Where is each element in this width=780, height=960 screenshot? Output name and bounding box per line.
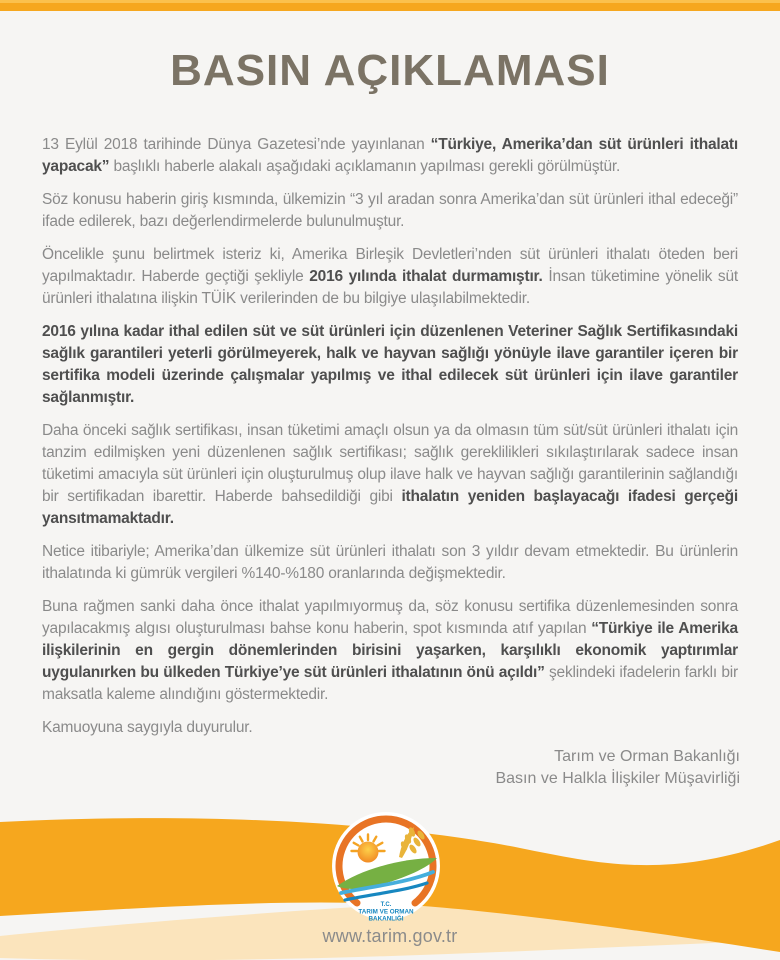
signature-ministry: Tarım ve Orman Bakanlığı [554,748,740,765]
logo-text-ministry: TARIM VE ORMAN [358,908,414,916]
top-accent-bar [0,0,780,11]
bold-text-segment: 2016 yılında ithalat durmamıştır. [309,268,543,285]
website-url: www.tarim.gov.tr [322,926,458,946]
bold-text-segment: ithalatın yeniden başlayacağı ifadesi gerçeği yansıtmamaktadır. [42,488,738,527]
text-segment: başlıklı haberle alakalı aşağıdaki açıklamanın yapılması gerekli görülmüştür. [109,158,621,175]
text-segment: Öncelikle şunu belirtmek isteriz ki, Amerika Birleşik Devletleri’nden süt ürünleri ithalatı öteden beri yapılmaktadır. Haberde geçtiği şekliyle [42,246,738,285]
text-segment: şeklindeki ifadelerin farklı bir maksatla kaleme alındığını göstermektedir. [42,664,738,703]
press-release-body [42,134,738,750]
signature-department: Basın ve Halkla İlişkiler Müşavirliği [495,770,740,787]
page-title: BASIN AÇIKLAMASI [170,46,610,95]
bold-text-segment: “Türkiye, Amerika’dan süt ürünleri ithalatı yapacak” [42,136,738,175]
text-segment: Kamuoyuna saygıyla duyurulur. [42,719,253,736]
text-segment: 13 Eylül 2018 tarihinde Dünya Gazetesi’nde yayınlanan [42,136,431,153]
bold-text-segment: 2016 yılına kadar ithal edilen süt ve süt ürünleri için düzenlenen Veteriner Sağlık Sertifikasındaki sağlık garantileri yeterli görülmeyerek, halk ve hayvan sağlığı yönüyle ilave garantiler içeren bir sertifika modeli üzerinde çalışmalar yapılmış ve ithal edilecek süt ürünleri için ilave garantiler sağlanmıştır. [42,323,738,406]
press-paragraph [42,321,738,409]
press-paragraph [42,420,738,530]
press-paragraph [42,189,738,233]
logo-text-tc: T.C. [380,902,392,908]
bold-text-segment: “Türkiye ile Amerika ilişkilerinin en gergin dönemlerinden birisini yaşarken, karşılıklı ekonomik yaptırımlar uygulanırken bu ülkeden Türkiye’ye süt ürünleri ithalatının önü açıldı” [42,620,738,681]
text-segment: Daha önceki sağlık sertifikası, insan tüketimi amaçlı olsun ya da olmasın tüm süt/süt ürünleri ithalatı için tanzim edilmişken yeni düzenlenen sağlık sertifikası; sağlık gereklilikleri sıkılaştırılarak sadece insan tüketimi amacıyla süt ürünleri için oluşturulmuş olup ilave halk ve hayvan sağlığı garantilerinin sağlandığı bir sertifikadan ibarettir. Haberde bahsedildiği gibi [42,422,738,505]
logo-text-bakanligi: BAKANLIĞI [368,915,404,923]
press-paragraph [42,717,738,739]
press-paragraph [42,244,738,310]
press-paragraph [42,596,738,706]
press-paragraph [42,541,738,585]
text-segment: Buna rağmen sanki daha önce ithalat yapılmıyormuş da, söz konusu sertifika düzenlemesinden sonra yapılacakmış algısı oluşturulması bahse konu haberin, spot kısmında atıf yapılan [42,598,738,637]
press-paragraph [42,134,738,178]
text-segment: Netice itibariyle; Amerika’dan ülkemize süt ürünleri ithalatı son 3 yıldır devam etmektedir. Bu ürünlerin ithalatında ki gümrük vergileri %140-%180 oranlarında değişmektedir. [42,543,738,582]
text-segment: Söz konusu haberin giriş kısmında, ülkemizin “3 yıl aradan sonra Amerika’dan süt ürünleri ithal edeceği” ifade edilerek, bazı değerlendirmelerde bulunulmuştur. [42,191,738,230]
text-segment: İnsan tüketimine yönelik süt ürünleri ithalatına ilişkin TÜİK verilerinden de bu bilgiye ulaşılabilmektedir. [42,268,738,307]
